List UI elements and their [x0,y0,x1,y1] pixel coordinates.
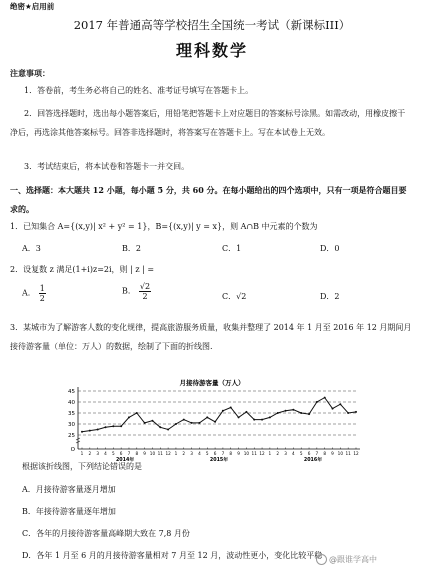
x-tick-label: 10 [243,451,250,456]
x-tick-label: 6 [213,451,217,456]
notice-item-2: 2．回答选择题时，选出每小题答案后，用铅笔把答题卡上对应题目的答案标号涂黑。如需改动，用橡皮擦干净后，再选涂其他答案标号。回答非选择题时，将答案写在答题卡上。写在本试卷上无效。 [10,109,406,137]
q1-option-a: A．3 [22,244,41,253]
q3-line-chart [62,377,362,469]
data-point [292,409,294,411]
x-tick-label: 4 [292,451,295,456]
x-tick-label: 7 [127,451,131,456]
x-year-label: 2014年 [115,458,135,463]
q2-option-a-den: 2 [39,294,45,303]
x-tick-label: 11 [251,451,257,456]
x-year-label: 2015年 [209,458,229,463]
secret-mark: 绝密★启用前 [10,2,55,11]
q2-stem: 2．设复数 z 满足(1+i)z=2i，则 | z | = [10,265,155,274]
q2-option-b-fraction [139,282,151,301]
section-heading: 一、选择题：本大题共 12 小题，每小题 5 分，共 60 分。在每小题给出的四个选项中，只有一项是符合题目要求的。 [10,185,407,214]
data-point [144,422,146,424]
data-point [198,422,200,424]
q3-option-d: D．各年 1 月至 6 月的月接待游客量相对 7 月至 12 月，波动性更小，变化比较平稳 [22,551,323,560]
y-tick-label: 25 [68,433,75,439]
x-tick-label: 1 [80,451,84,456]
x-tick-label: 4 [198,451,201,456]
x-tick-label: 11 [345,451,351,456]
x-tick-label: 1 [268,451,272,456]
q2-option-d-value: 2 [334,292,340,301]
data-point [151,420,153,422]
chart-y-ticks [68,389,76,453]
q3-option-c: C．各年的月接待游客量高峰期大致在 7,8 月份 [22,529,190,538]
q3-option-a: A．月接待游客量逐月增加 [22,485,116,494]
data-point [285,410,287,412]
q1-option-b: B．2 [122,244,141,253]
q1-option-c: C．1 [222,244,242,253]
weibo-icon [316,554,327,565]
data-point [300,412,302,414]
x-tick-label: 5 [205,451,209,456]
x-tick-label: 6 [307,451,311,456]
data-point [222,410,224,412]
data-point [97,429,99,431]
q2-option-c-value: √2 [236,292,247,301]
q2-option-a [22,284,46,303]
data-point [112,425,114,427]
x-tick-label: 12 [165,451,171,456]
y-tick-label: 45 [68,389,75,395]
q2-option-a-label: A． [22,288,36,298]
y-tick-label: 40 [68,400,75,406]
chart-grid [78,391,358,435]
data-point [206,416,208,418]
data-point [347,412,349,414]
x-tick-label: 10 [149,451,156,456]
x-tick-label: 8 [135,451,139,456]
data-point [339,403,341,405]
data-point [245,411,247,413]
q1-option-d: D．0 [320,244,340,253]
x-tick-label: 2 [276,451,280,456]
x-tick-label: 7 [315,451,319,456]
data-point [238,416,240,418]
q2-option-b-label: B． [122,286,136,296]
data-point [269,416,271,418]
data-point [89,430,91,432]
x-tick-label: 3 [190,451,193,456]
data-point [277,412,279,414]
data-point [261,419,263,421]
data-point [120,425,122,427]
y-tick-label: O [70,447,75,453]
data-point [308,413,310,415]
data-point [191,422,193,424]
x-tick-label: 6 [119,451,123,456]
data-point [355,411,357,413]
q2-option-b-den: 2 [142,292,148,301]
x-tick-label: 7 [221,451,225,456]
data-point [104,426,106,428]
y-tick-label: 35 [68,411,75,417]
x-tick-label: 9 [331,451,334,456]
notice-item-1: 1．答卷前，考生务必将自己的姓名、准考证号填写在答题卡上。 [24,86,254,95]
data-point [316,401,318,403]
q3-question: 根据该折线图，下列结论错误的是 [22,462,142,471]
x-tick-label: 11 [157,451,163,456]
series-line [82,398,356,432]
x-tick-label: 2 [88,451,92,456]
q2-option-b-num: √2 [139,282,151,291]
data-point [175,423,177,425]
q2-option-a-fraction [39,284,46,303]
data-point [253,419,255,421]
x-tick-label: 3 [284,451,287,456]
x-tick-label: 2 [182,451,186,456]
notice-item-3: 3．考试结束后，将本试卷和答题卡一并交回。 [24,162,190,171]
q2-option-d [320,291,340,302]
x-tick-label: 5 [299,451,303,456]
data-point [81,431,83,433]
data-point [159,426,161,428]
x-tick-label: 8 [229,451,233,456]
data-point [324,397,326,399]
data-point [128,416,130,418]
chart-title: 月接待游客量（万人） [179,379,245,387]
q2-option-a-num: 1 [39,284,45,293]
data-point [183,419,185,421]
data-point [214,421,216,423]
x-tick-label: 10 [337,451,344,456]
q2-option-c-label: C． [222,292,237,301]
q1-stem: 1．已知集合 A={(x,y)| x² + y² = 1}，B={(x,y)| y = x}，则 A∩B 中元素的个数为 [10,222,318,231]
q2-option-c [222,291,246,302]
x-tick-label: 8 [323,451,327,456]
q2-option-d-label: D． [320,292,335,301]
q3-stem: 3．某城市为了解游客人数的变化规律，提高旅游服务质量，收集并整理了 2014 年 1 月至 2016 年 12 月期间月接待游客量（单位：万人）的数据，绘制了下面的折线图. [10,323,412,351]
x-tick-label: 1 [174,451,178,456]
data-point [136,412,138,414]
x-tick-label: 3 [96,451,99,456]
x-year-label: 2016年 [303,458,323,463]
x-tick-label: 4 [104,451,107,456]
data-point [167,429,169,431]
watermark-text: @跟谁学高中 [329,555,377,564]
x-tick-label: 9 [237,451,240,456]
notice-title: 注意事项： [10,68,50,78]
x-tick-label: 5 [111,451,115,456]
data-point [230,407,232,409]
watermark [316,554,377,565]
q3-option-b: B．年接待游客量逐年增加 [22,507,116,516]
exam-title: 2017 年普通高等学校招生全国统一考试（新课标III） [73,18,351,32]
y-tick-label: 30 [68,422,75,428]
q2-option-b [122,282,151,301]
subject-title: 理科数学 [175,41,248,60]
x-tick-label: 12 [353,451,359,456]
x-tick-label: 9 [143,451,146,456]
x-tick-label: 12 [259,451,265,456]
data-point [332,408,334,410]
